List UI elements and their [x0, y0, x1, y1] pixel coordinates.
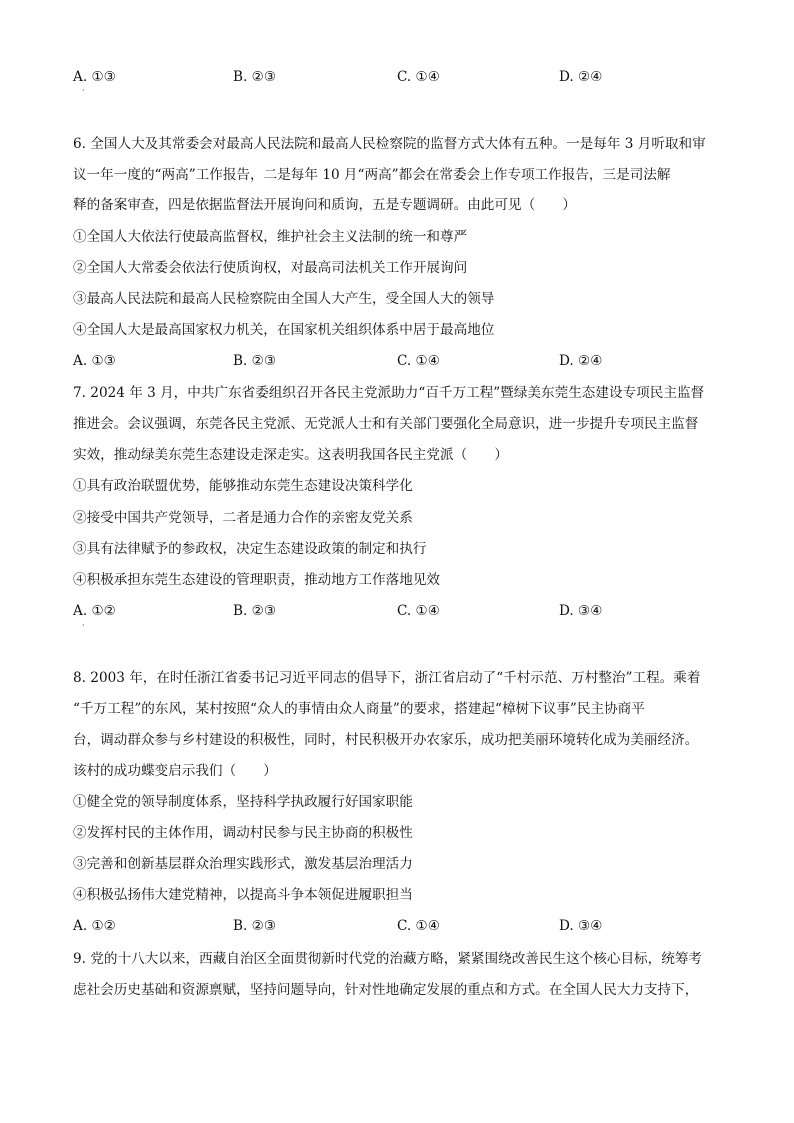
q8-statement-1: ①健全党的领导制度体系，坚持科学执政履行好国家职能 — [73, 794, 413, 810]
q8-statement-2: ②发挥村民的主体作用，调动村民参与民主协商的积极性 — [73, 825, 413, 841]
q6-stem-line-3: 释的备案审查，四是依据监督法开展询问和质询，五是专题调研。由此可见（ ） — [73, 197, 576, 213]
q8-option-b[interactable]: B. ②③ — [233, 918, 277, 934]
q6-option-b[interactable]: B. ②③ — [233, 353, 277, 369]
q6-stem-line-2: 议一年一度的“两高”工作报告，二是每年 10 月“两高”都会在常委会上作专项工作报告，三是司法解 — [73, 167, 671, 183]
q7-statement-4: ④积极承担东莞生态建设的管理职责，推动地方工作落地见效 — [73, 572, 441, 588]
q9-stem-line-1: 9. 党的十八大以来，西藏自治区全面贯彻新时代党的治藏方略，紧紧围绕改善民生这个核心目标，统筹考 — [73, 951, 703, 967]
q7-stem-line-2: 推进会。会议强调，东莞各民主党派、无党派人士和有关部门要强化全局意识，进一步提升专项民主监督 — [73, 416, 699, 432]
q6-statement-1: ①全国人大依法行使最高监督权，维护社会主义法制的统一和尊严 — [73, 229, 468, 245]
q7-option-a[interactable]: A. ①② — [73, 603, 116, 619]
option-a[interactable]: A. ①③ — [73, 69, 116, 85]
q7-statement-3: ③具有法律赋予的参政权，决定生态建设政策的制定和执行 — [73, 541, 427, 557]
q7-statement-2: ②接受中国共产党领导，二者是通力合作的亲密友党关系 — [73, 510, 413, 526]
q7-statement-1: ①具有政治联盟优势，能够推动东莞生态建设决策科学化 — [73, 478, 413, 494]
q8-statement-3: ③完善和创新基层群众治理实践形式，激发基层治理活力 — [73, 856, 413, 872]
q8-option-d[interactable]: D. ③④ — [559, 918, 603, 934]
option-d[interactable]: D. ②④ — [559, 69, 603, 85]
q6-statement-2: ②全国人大常委会依法行使质询权，对最高司法机关工作开展询问 — [73, 260, 468, 276]
q7-option-b[interactable]: B. ②③ — [233, 603, 277, 619]
q8-statement-4: ④积极弘扬伟大建党精神，以提高斗争本领促进履职担当 — [73, 887, 413, 903]
q6-option-d[interactable]: D. ②④ — [559, 353, 603, 369]
q6-statement-3: ③最高人民法院和最高人民检察院由全国人大产生，受全国人大的领导 — [73, 291, 495, 307]
q6-options — [73, 352, 733, 370]
q8-stem-line-3: 台，调动群众参与乡村建设的积极性，同时，村民积极开办农家乐，成功把美丽环境转化成为美丽经济。 — [73, 732, 699, 748]
q6-statement-4: ④全国人大是最高国家权力机关，在国家机关组织体系中居于最高地位 — [73, 322, 495, 338]
stray-dot-mark: · — [82, 86, 85, 95]
q7-stem-line-1: 7. 2024 年 3 月，中共广东省委组织召开各民主党派助力“百千万工程”暨绿美东莞生态建设专项民主监督 — [73, 385, 705, 401]
q7-options — [73, 602, 733, 620]
q8-option-a[interactable]: A. ①② — [73, 918, 116, 934]
q7-option-d[interactable]: D. ③④ — [559, 603, 603, 619]
q8-options — [73, 917, 733, 935]
option-b[interactable]: B. ②③ — [233, 69, 277, 85]
q8-option-c[interactable]: C. ①④ — [397, 918, 440, 934]
q8-stem-line-1: 8. 2003 年，在时任浙江省委书记习近平同志的倡导下，浙江省启动了“千村示范、万村整治”工程。乘着 — [73, 670, 701, 686]
q8-stem-line-2: “千万工程”的东风，某村按照“众人的事情由众人商量”的要求，搭建起“樟树下议事”民主协商平 — [73, 701, 645, 717]
q6-option-c[interactable]: C. ①④ — [397, 353, 440, 369]
prev-question-options — [73, 68, 733, 86]
q7-stem-line-3: 实效，推动绿美东莞生态建设走深走实。这表明我国各民主党派（ ） — [73, 447, 508, 463]
q6-option-a[interactable]: A. ①③ — [73, 353, 116, 369]
q7-option-c[interactable]: C. ①④ — [397, 603, 440, 619]
q8-stem-line-4: 该村的成功蝶变启示我们（ ） — [73, 763, 277, 779]
stray-dot-mark: · — [82, 621, 85, 630]
q6-stem-line-1: 6. 全国人大及其常委会对最高人民法院和最高人民检察院的监督方式大体有五种。一是每年 3 月听取和审 — [73, 136, 706, 152]
q9-stem-line-2: 虑社会历史基础和资源禀赋，坚持问题导向，针对性地确定发展的重点和方式。在全国人民大力支持下， — [73, 982, 699, 998]
option-c[interactable]: C. ①④ — [397, 69, 440, 85]
